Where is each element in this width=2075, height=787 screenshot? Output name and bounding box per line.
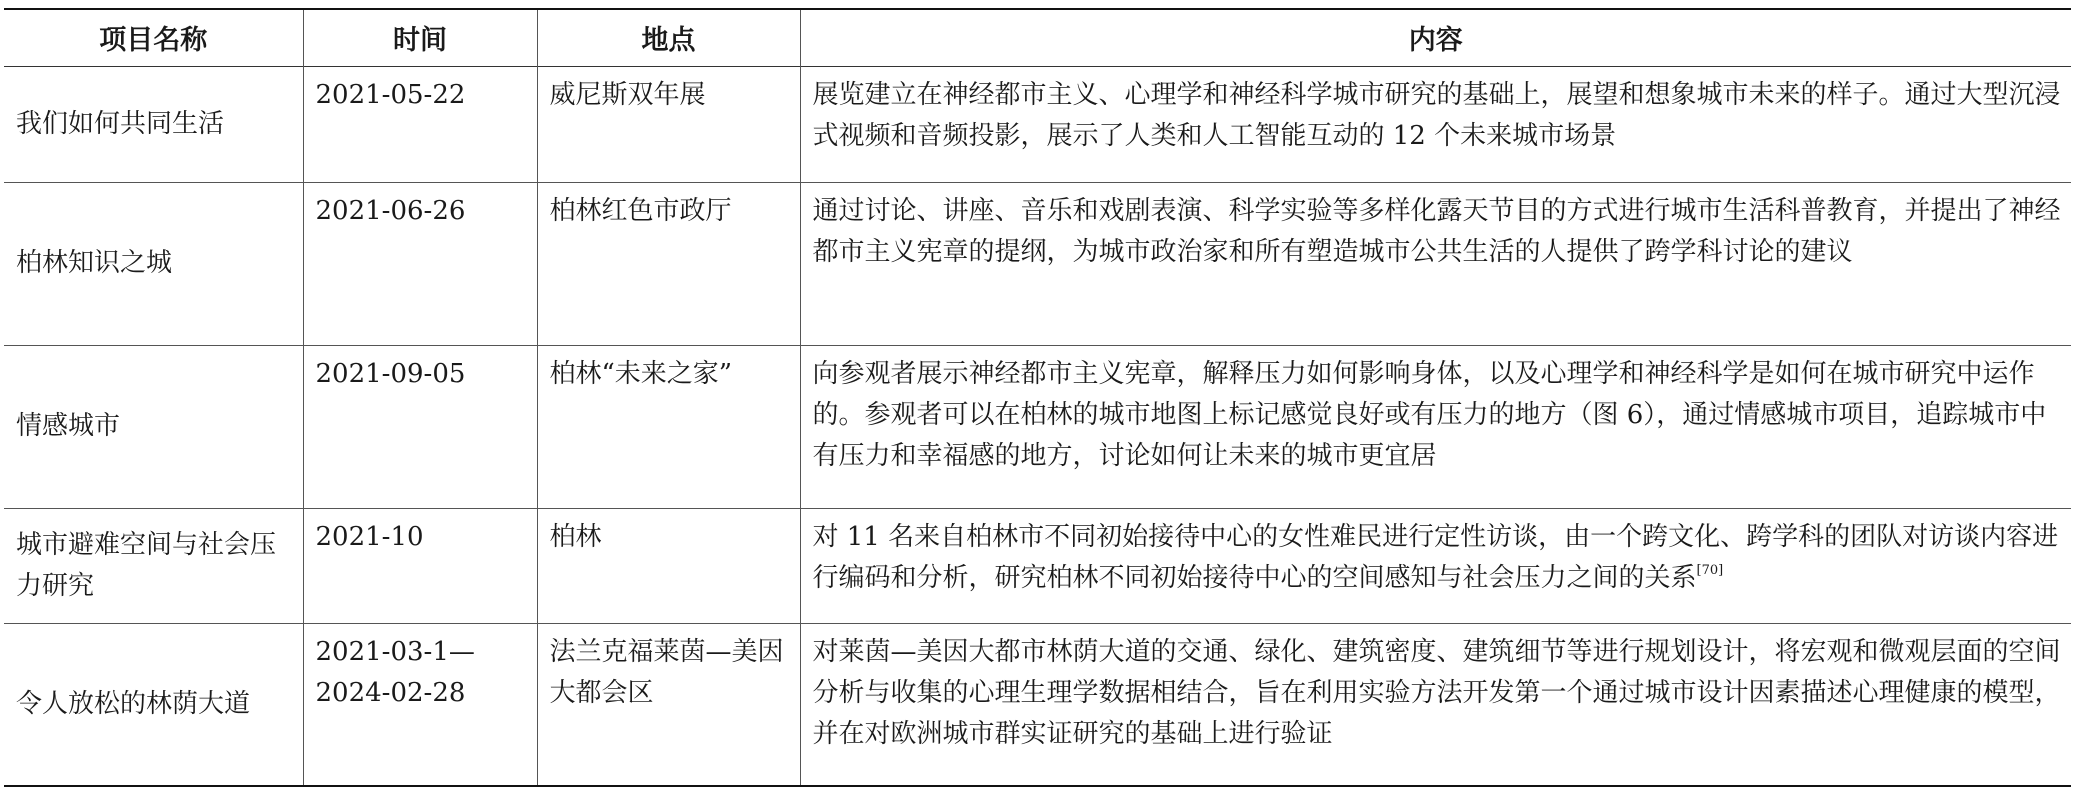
project-content xyxy=(800,66,2071,182)
projects-table xyxy=(4,8,2071,787)
header-time: 时间 xyxy=(303,9,537,66)
content-text: 对莱茵—美因大都市林荫大道的交通、绿化、建筑密度、建筑细节等进行规划设计，将宏观和微观层面的空间分析与收集的心理生理学数据相结合，旨在利用实验方法开发第一个通过城市设计因素描述心理健康的模型，并在对欧洲城市群实证研究的基础上进行验证 xyxy=(812,636,2061,749)
table-row xyxy=(4,182,2071,345)
project-content xyxy=(800,345,2071,508)
table-row xyxy=(4,508,2071,623)
project-name: 城市避难空间与社会压力研究 xyxy=(16,529,277,601)
content-text: 对 11 名来自柏林市不同初始接待中心的女性难民进行定性访谈，由一个跨文化、跨学科的团队对访谈内容进行编码和分析，研究柏林不同初始接待中心的空间感知与社会压力之间的关系 xyxy=(812,521,2059,593)
project-name: 情感城市 xyxy=(16,411,121,441)
project-content xyxy=(800,182,2071,345)
project-time: 2021-06-26 xyxy=(303,182,537,345)
table-body xyxy=(4,66,2071,786)
header-row xyxy=(4,9,2071,66)
header-content: 内容 xyxy=(800,9,2071,66)
content-text: 通过讨论、讲座、音乐和戏剧表演、科学实验等多样化露天节目的方式进行城市生活科普教育，并提出了神经都市主义宪章的提纲，为城市政治家和所有塑造城市公共生活的人提供了跨学科讨论的建议 xyxy=(812,195,2061,267)
project-place: 柏林 xyxy=(537,508,800,623)
table-header xyxy=(4,9,2071,66)
project-name: 我们如何共同生活 xyxy=(16,108,225,139)
content-text: 向参观者展示神经都市主义宪章，解释压力如何影响身体，以及心理学和神经科学是如何在城市研究中运作的。参观者可以在柏林的城市地图上标记感觉良好或有压力的地方（图 6），通过情感城市项目，追踪城市中有压力和幸福感的地方，讨论如何让未来的城市更宜居 xyxy=(812,358,2047,471)
project-place: 法兰克福莱茵—美因大都会区 xyxy=(537,623,800,786)
project-place: 威尼斯双年展 xyxy=(537,66,800,182)
table-row xyxy=(4,345,2071,508)
content-text: 展览建立在神经都市主义、心理学和神经科学城市研究的基础上，展望和想象城市未来的样子。通过大型沉浸式视频和音频投影，展示了人类和人工智能互动的 12 个未来城市场景 xyxy=(812,79,2061,151)
project-time: 2021-05-22 xyxy=(303,66,537,182)
project-content xyxy=(800,623,2071,786)
project-name: 令人放松的林荫大道 xyxy=(16,688,251,719)
project-name: 柏林知识之城 xyxy=(16,248,173,278)
table-row xyxy=(4,623,2071,786)
project-place: 柏林红色市政厅 xyxy=(537,182,800,345)
table-row xyxy=(4,66,2071,182)
project-place: 柏林“未来之家” xyxy=(537,345,800,508)
header-place: 地点 xyxy=(537,9,800,66)
header-name: 项目名称 xyxy=(99,25,208,57)
project-time: 2021-10 xyxy=(303,508,537,623)
project-content xyxy=(800,508,2071,623)
project-time: 2021-03-1—2024-02-28 xyxy=(303,623,537,786)
reference-marker: [70] xyxy=(1696,562,1724,578)
project-time: 2021-09-05 xyxy=(303,345,537,508)
